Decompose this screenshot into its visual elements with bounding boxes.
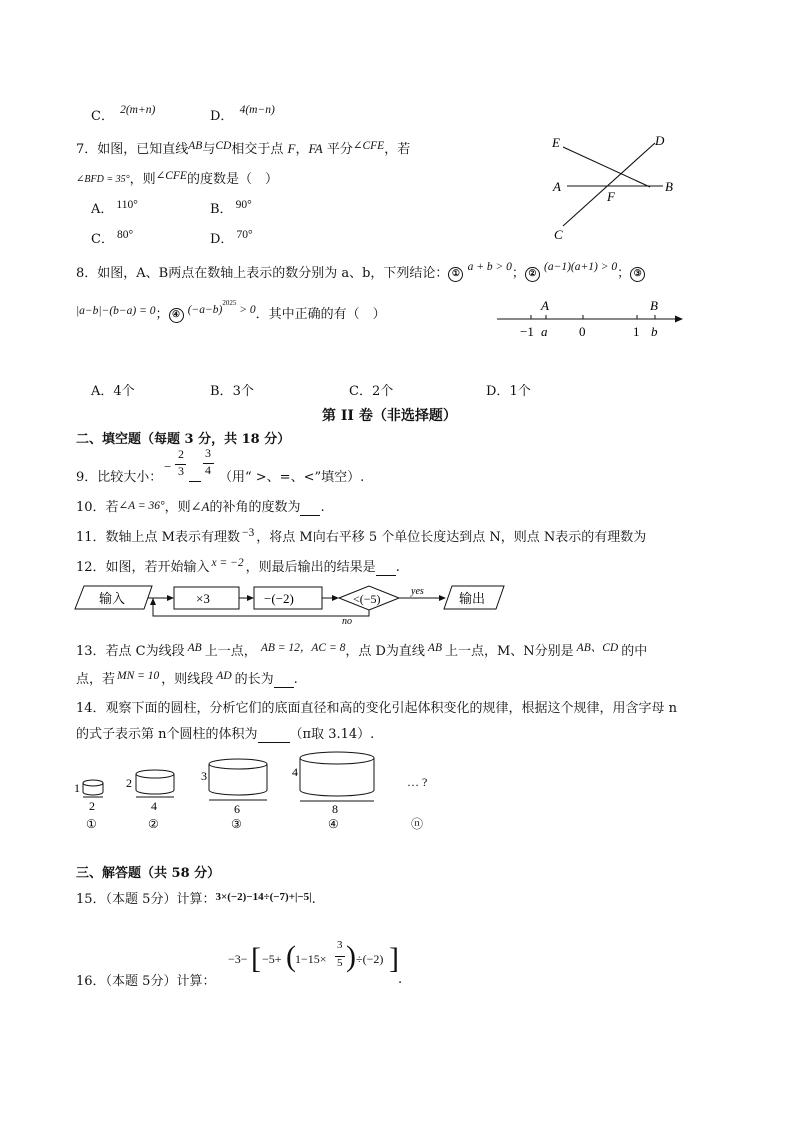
q16-prefix: 16．（本题 5分）计算： [76,974,216,989]
flow-times3-label: ×3 [196,591,210,606]
svg-text:a: a [541,324,548,339]
q7-line2: ∠BFD = 35°，则∠CFE的度数是（ ） [76,170,278,187]
q6-option-d-value: 4(m−n) [239,104,275,116]
svg-text:4: 4 [292,765,298,779]
flow-input-label: 输入 [99,591,126,606]
q8-line1: 8．如图，A、B两点在数轴上表示的数分别为 a、b，下列结论： ① a + b > 0； ② (a−1)(a+1) > 0； ③ [76,262,645,282]
q12-flowchart [72,582,512,626]
flow-output-label: 输出 [459,591,486,606]
svg-text:4: 4 [151,799,157,813]
q13-line1: 13．若点 C为线段 AB 上一点， AB = 12，AC = 8，点 D为直线 AB 上一点，M、N分别是 AB、CD 的中 [76,642,648,659]
cylinders-ellipsis: … ? [407,775,428,789]
section2-title: 二、填空题（每题 3 分，共 18 分） [76,432,291,447]
svg-text:b: b [651,324,658,339]
line-ef [563,147,650,187]
q6-option-c-value: 2(m+n) [120,104,156,116]
q8-option-b: B．3个 [210,384,254,399]
q13-line2: 点，若 MN = 10 ，则线段 AD 的长为 . [76,670,298,687]
svg-text:8: 8 [332,802,338,816]
svg-text:A: A [541,298,549,313]
svg-text:①: ① [86,817,97,831]
q16-end: . [398,972,403,987]
label-f: F [607,189,615,204]
svg-text:2: 2 [89,799,95,813]
q9-fraction-1: − 2 3 [164,447,184,478]
line-dc [563,143,655,226]
q8-option-c: C．2个 [349,384,394,399]
q8-option-a: A．4个 [91,384,135,399]
flow-condition-label: <(−5) [353,592,381,606]
flow-yes-label: yes [411,586,424,597]
flow-no-label: no [342,616,352,626]
svg-text:1: 1 [633,324,640,339]
cylinder-4 [292,752,374,831]
q14-cylinders-figure [70,750,450,838]
svg-text:0: 0 [579,324,586,339]
label-a: A [553,179,561,194]
q7-line1: 7．如图，已知直线AB与CD相交于点 F，FA 平分∠CFE，若 [76,140,411,157]
cylinder-n-tag: ⓝ [411,817,424,831]
q8-line2: |a−b|−(b−a) = 0； ④ $(-a-b)^{2025} > 0$．其中正确的有（ ） [76,298,386,322]
q9-line: 9．比较大小： [76,470,163,485]
cylinder-1 [74,780,103,831]
svg-text:2: 2 [126,776,132,790]
svg-text:6: 6 [234,802,240,816]
q16-expression: −3− [ −5+ ( 1−15× 3 5 ) ÷(−2) ] [228,939,399,975]
label-b: B [665,179,673,194]
section3-title: 三、解答题（共 58 分） [76,866,221,881]
q12-line: 12．如图，若开始输入 x = −2 ，则最后输出的结果是 . [76,557,400,575]
q14-line2: 的式子表示第 n个圆柱的体积为 （π取 3.14）. [76,727,375,742]
q10-line: 10．若∠A = 36°，则∠A的补角的度数为 . [76,499,325,515]
part2-title: 第 II 卷（非选择题） [322,408,457,424]
q9-fraction-2: 3 4 [203,446,219,480]
q15-line: 15．（本题 5分）计算：$^{3\times(-2)-14\div(-7)+|-5|}$. [76,891,316,907]
q6-option-c: C． 2(m+n) [91,104,156,124]
q7-option-a: A． 110° [91,199,138,217]
q7-option-c: C． 80° [91,229,134,247]
q8-number-line [495,294,685,340]
svg-text:−1: −1 [520,324,534,339]
svg-text:3: 3 [201,769,207,783]
svg-text:1: 1 [74,781,80,795]
svg-text:④: ④ [328,817,339,831]
q6-option-d: D． 4(m−n) [210,104,275,124]
label-c: C [554,227,563,242]
svg-text:③: ③ [231,817,242,831]
svg-text:②: ② [148,817,159,831]
q7-option-b: B． 90° [210,199,252,217]
q11-line: 11．数轴上点 M表示有理数 −3 ，将点 M向右平移 5 个单位长度达到点 N，则点 N表示的有理数为 [76,527,647,545]
q7-figure [545,130,695,245]
label-d: D [655,133,665,148]
label-e: E [552,135,560,150]
cylinder-3 [201,759,267,831]
q14-line1: 14．观察下面的圆柱，分析它们的底面直径和高的变化引起体积变化的规律，根据这个规律，用含字母 n [76,701,678,716]
q7-option-d: D． 70° [210,229,253,247]
cylinder-2 [126,770,174,831]
q8-option-d: D．1个 [486,384,531,399]
q9-blank [189,466,201,482]
flow-minus-label: −(−2) [264,591,294,606]
q9-suffix: （用“ >、=、<”填空）. [219,470,365,485]
svg-text:B: B [650,298,658,313]
